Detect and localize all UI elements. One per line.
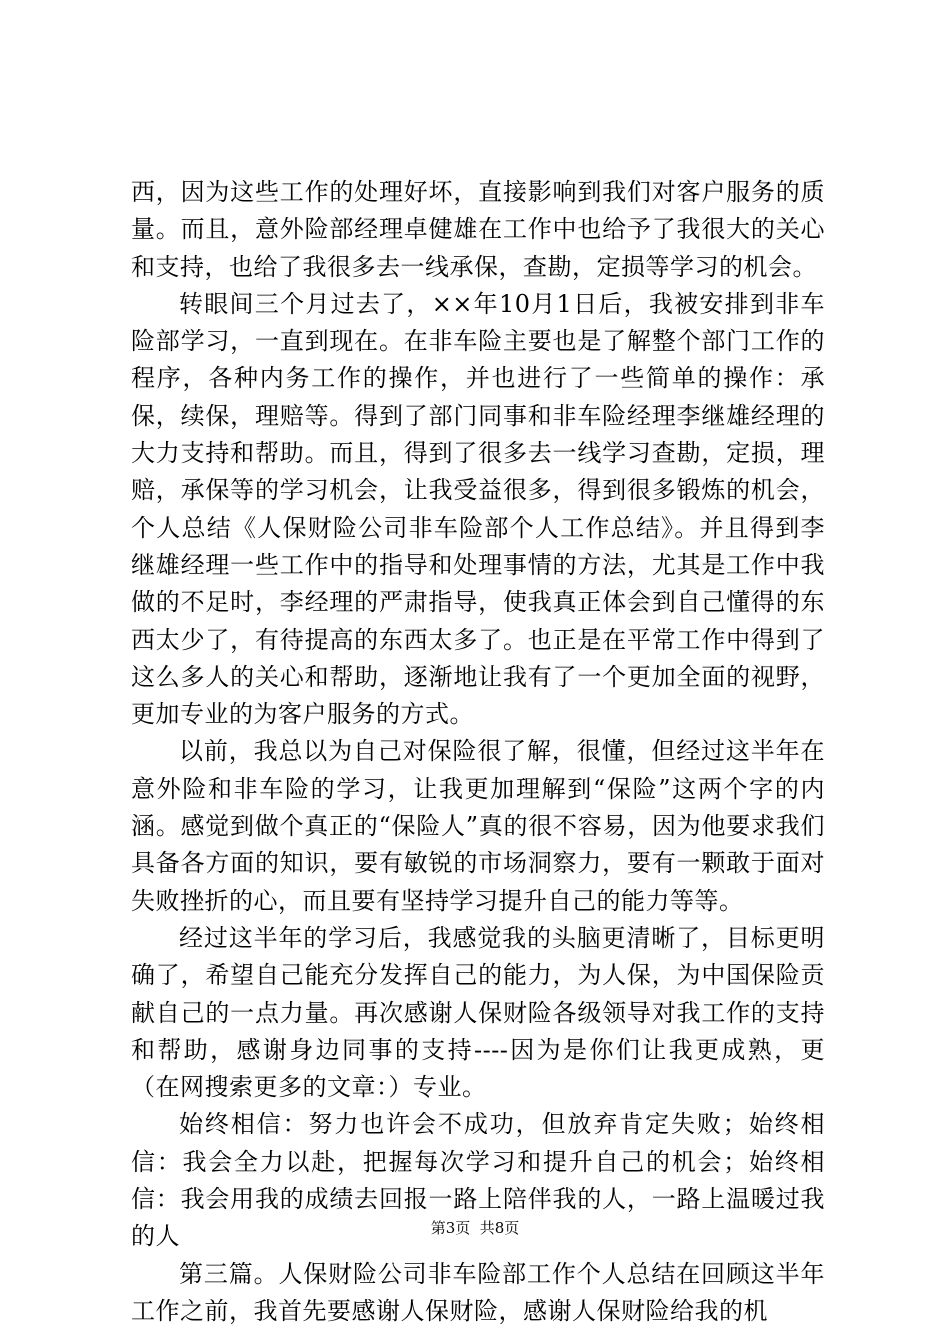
paragraph: 经过这半年的学习后，我感觉我的头脑更清晰了，目标更明确了，希望自己能充分发挥自己的能力，为人保，为中国保险贡献自己的一点力量。再次感谢人保财险各级领导对我工作的支持和帮助，感谢身边同事的支持----因为是你们让我更成熟，更（在网搜索更多的文章：）专业。: [131, 923, 825, 1102]
page-footer: [0, 1218, 950, 1238]
paragraph-continuation: 西，因为这些工作的处理好坏，直接影响到我们对客户服务的质量。而且，意外险部经理卓健雄在工作中也给予了我很大的关心和支持，也给了我很多去一线承保，查勘，定损等学习的机会。: [131, 178, 825, 281]
paragraph: 转眼间三个月过去了，××年10月1日后，我被安排到非车险部学习，一直到现在。在非车险主要也是了解整个部门工作的程序，各种内务工作的操作，并也进行了一些简单的操作：承保，续保，理赔等。得到了部门同事和非车险经理李继雄经理的大力支持和帮助。而且，得到了很多去一线学习查勘，定损，理赔，承保等的学习机会，让我受益很多，得到很多锻炼的机会，个人总结《人保财险公司非车险部个人工作总结》。并且得到李继雄经理一些工作中的指导和处理事情的方法，尤其是工作中我做的不足时，李经理的严肃指导，使我真正体会到自己懂得的东西太少了，有待提高的东西太多了。也正是在平常工作中得到了这么多人的关心和帮助，逐渐地让我有了一个更加全面的视野，更加专业的为客户服务的方式。: [131, 289, 825, 729]
paragraph: 第三篇。人保财险公司非车险部工作个人总结在回顾这半年工作之前，我首先要感谢人保财险，感谢人保财险给我的机: [131, 1259, 825, 1325]
paragraph: 以前，我总以为自己对保险很了解，很懂，但经过这半年在意外险和非车险的学习，让我更加理解到“保险”这两个字的内涵。感觉到做个真正的“保险人”真的很不容易，因为他要求我们具备各方面的知识，要有敏锐的市场洞察力，要有一颗敢于面对失败挫折的心，而且要有坚持学习提升自己的能力等等。: [131, 737, 825, 915]
page-number: 第3页 共8页: [430, 1219, 520, 1237]
document-body: [131, 174, 825, 1330]
paragraph: 始终相信：努力也许会不成功，但放弃肯定失败；始终相信：我会全力以赴，把握每次学习和提升自己的机会；始终相信：我会用我的成绩去回报一路上陪伴我的人，一路上温暖过我的人: [131, 1110, 825, 1251]
